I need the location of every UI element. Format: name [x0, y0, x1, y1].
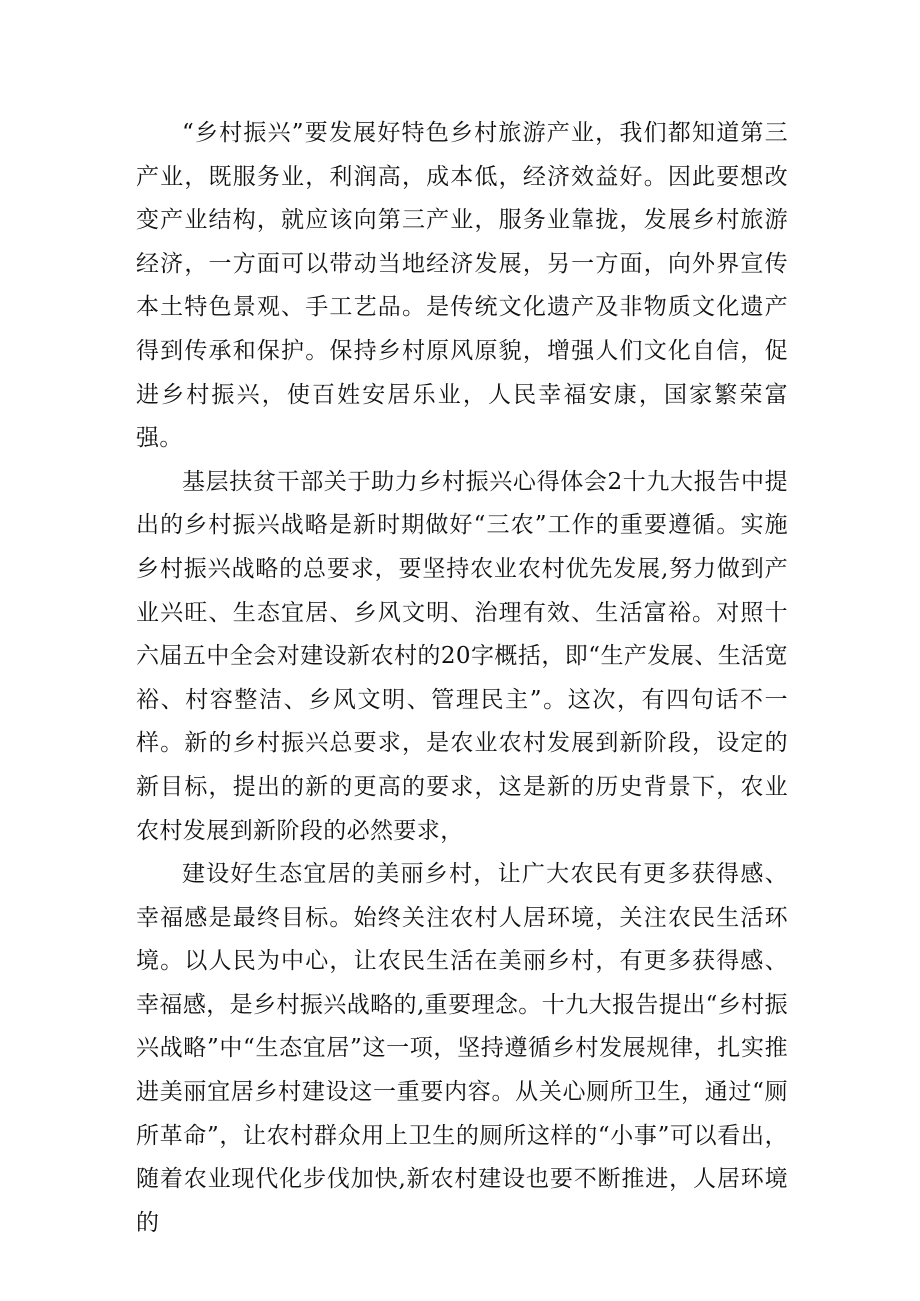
paragraph-ecological-livable: 建设好生态宜居的美丽乡村，让广大农民有更多获得感、幸福感是最终目标。始终关注农村人居环境，关注农民生活环境。以人民为中心，让农民生活在美丽乡村，有更多获得感、幸福感，是乡村振兴战略的,重要理念。十九大报告提出“乡村振兴战略”中“生态宜居”这一项，坚持遵循乡村发展规律，扎实推进美丽宜居乡村建设这一重要内容。从关心厕所卫生，通过“厕所革命”，让农村群众用上卫生的厕所这样的“小事”可以看出，随着农业现代化步伐加快,新农村建设也要不断推进，人居环境的	[136, 861, 788, 1236]
paragraph-rural-tourism: “乡村振兴”要发展好特色乡村旅游产业，我们都知道第三产业，既服务业，利润高，成本低，经济效益好。因此要想改变产业结构，就应该向第三产业，服务业靠拢，发展乡村旅游经济，一方面可以带动当地经济发展，另一方面，向外界宣传本土特色景观、手工艺品。是传统文化遗产及非物质文化遗产得到传承和保护。保持乡村原风原貌，增强人们文化自信，促进乡村振兴，使百姓安居乐业，人民幸福安康，国家繁荣富强。	[136, 120, 788, 452]
paragraph-poverty-cadre-reflection: 基层扶贫干部关于助力乡村振兴心得体会2十九大报告中提出的乡村振兴战略是新时期做好“三农”工作的重要遵循。实施乡村振兴战略的总要求，要坚持农业农村优先发展,努力做到产业兴旺、生态宜居、乡风文明、治理有效、生活富裕。对照十六届五中全会对建设新农村的20字概括，即“生产发展、生活宽裕、村容整洁、乡风文明、管理民主”。这次，有四句话不一样。新的乡村振兴总要求，是农业农村发展到新阶段，设定的新目标，提出的新的更高的要求，这是新的历史背景下，农业农村发展到新阶段的必然要求，	[136, 468, 788, 844]
document-body	[136, 112, 788, 1245]
